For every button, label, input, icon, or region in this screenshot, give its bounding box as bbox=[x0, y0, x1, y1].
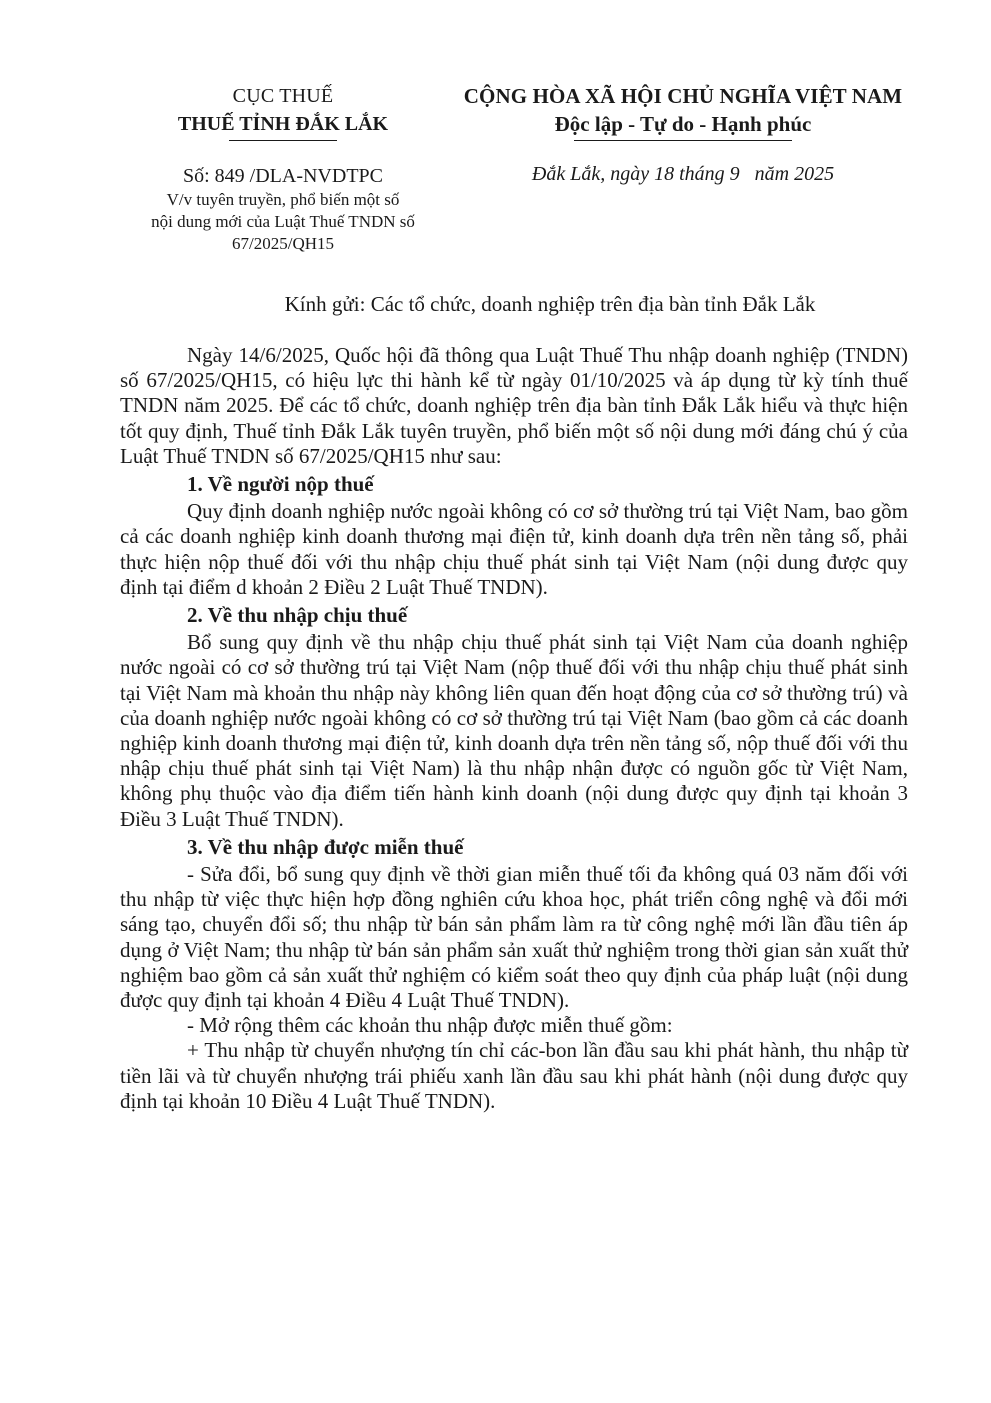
national-header-block bbox=[440, 82, 926, 187]
place-and-date: Đắk Lắk, ngày 18 tháng 9 năm 2025 bbox=[531, 163, 835, 185]
subject-line-1: V/v tuyên truyền, phổ biến một số bbox=[166, 190, 400, 209]
section-2-heading: 2. Về thu nhập chịu thuế bbox=[187, 603, 408, 628]
agency-underline bbox=[229, 140, 337, 141]
national-motto: Độc lập - Tự do - Hạnh phúc bbox=[554, 112, 812, 136]
section-3-item-3: + Thu nhập từ chuyển nhượng tín chỉ các-bon lần đầu sau khi phát hành, thu nhập từ tiền lãi và từ chuyển nhượng trái phiếu xanh lần đầu sau khi phát hành (nội dung được quy định tại khoản 10 Điều 4 Luật Thuế TNDN). bbox=[120, 1038, 908, 1113]
section-3-item-1: - Sửa đổi, bổ sung quy định về thời gian miễn thuế tối đa không quá 03 năm đối với thu nhập từ việc thực hiện hợp đồng nghiên cứu khoa học, phát triển công nghệ và đổi mới sáng tạo, chuyển đổi số; thu nhập từ bán sản phẩm làm ra từ công nghệ mới lần đầu tiên áp dụng ở Việt Nam; thu nhập từ bán sản phẩm sản xuất thử nghiệm trong thời gian sản xuất thử nghiệm bao gồm cả sản xuất thử nghiệm có kiểm soát theo quy định của pháp luật (nội dung được quy định tại khoản 4 Điều 4 Luật Thuế TNDN). bbox=[120, 862, 908, 1013]
agency-name: THUẾ TỈNH ĐẮK LẮK bbox=[177, 113, 389, 135]
issuing-agency-block bbox=[112, 82, 454, 255]
parent-agency: CỤC THUẾ bbox=[232, 85, 334, 107]
document-number: Số: 849 /DLA-NVDTPC bbox=[182, 165, 383, 187]
national-title: CỘNG HÒA XÃ HỘI CHỦ NGHĨA VIỆT NAM bbox=[463, 84, 903, 108]
intro-paragraph: Ngày 14/6/2025, Quốc hội đã thông qua Luật Thuế Thu nhập doanh nghiệp (TNDN) số 67/2025/QH15, có hiệu lực thi hành kể từ ngày 01/10/2025 và áp dụng từ kỳ tính thuế TNDN năm 2025. Để các tổ chức, doanh nghiệp trên địa bàn tỉnh Đắk Lắk hiểu và thực hiện tốt quy định, Thuế tỉnh Đắk Lắk tuyên truyền, phổ biến một số nội dung mới đáng chú ý của Luật Thuế TNDN số 67/2025/QH15 như sau: bbox=[120, 343, 908, 468]
section-1-heading: 1. Về người nộp thuế bbox=[187, 472, 374, 497]
document-body bbox=[120, 343, 908, 1114]
recipient-line: Kính gửi: Các tổ chức, doanh nghiệp trên địa bàn tỉnh Đắk Lắk bbox=[284, 292, 816, 316]
subject-line-3: 67/2025/QH15 bbox=[232, 234, 334, 253]
section-3-item-2: - Mở rộng thêm các khoản thu nhập được miễn thuế gồm: bbox=[187, 1013, 673, 1038]
motto-underline bbox=[574, 140, 792, 141]
section-2-paragraph: Bổ sung quy định về thu nhập chịu thuế phát sinh tại Việt Nam của doanh nghiệp nước ngoài có cơ sở thường trú tại Việt Nam (nộp thuế đối với thu nhập chịu thuế phát sinh tại Việt Nam mà khoản thu nhập này không liên quan đến hoạt động của cơ sở thường trú) và của doanh nghiệp nước ngoài không có cơ sở thường trú tại Việt Nam (bao gồm cả các doanh nghiệp kinh doanh thương mại điện tử, kinh doanh dựa trên nền tảng số, nộp thuế đối với thu nhập chịu thuế phát sinh tại Việt Nam) là thu nhập nhận được có nguồn gốc từ Việt Nam, không phụ thuộc vào địa điểm tiến hành kinh doanh (nội dung được quy định tại khoản 3 Điều 3 Luật Thuế TNDN). bbox=[120, 630, 908, 831]
subject-line-2: nội dung mới của Luật Thuế TNDN số bbox=[151, 212, 415, 231]
section-1-paragraph: Quy định doanh nghiệp nước ngoài không có cơ sở thường trú tại Việt Nam, bao gồm cả các doanh nghiệp kinh doanh thương mại điện tử, kinh doanh dựa trên nền tảng số, phải thực hiện nộp thuế đối với thu nhập chịu thuế phát sinh tại Việt Nam (nội dung được quy định tại điểm d khoản 2 Điều 2 Luật Thuế TNDN). bbox=[120, 499, 908, 599]
section-3-heading: 3. Về thu nhập được miễn thuế bbox=[187, 834, 464, 859]
